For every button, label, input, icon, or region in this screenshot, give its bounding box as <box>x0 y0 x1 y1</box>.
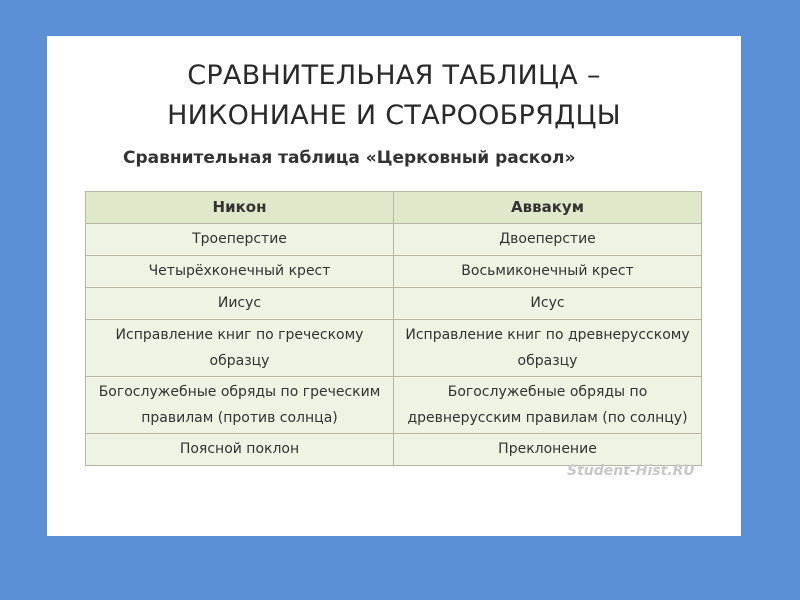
table-row <box>86 256 702 288</box>
title-line-2: НИКОНИАНЕ И СТАРООБРЯДЦЫ <box>167 100 621 131</box>
cell-nikon: Иисус <box>86 288 394 320</box>
cell-nikon: Богослужебные обряды по греческим правилам (против солнца) <box>86 377 394 434</box>
cell-nikon: Четырёхконечный крест <box>86 256 394 288</box>
cell-avvakum: Исправление книг по древнерусскому образцу <box>394 320 702 377</box>
cell-avvakum: Преклонение <box>394 434 702 466</box>
header-nikon: Никон <box>86 192 394 224</box>
cell-avvakum: Восьмиконечный крест <box>394 256 702 288</box>
cell-nikon: Исправление книг по греческому образцу <box>86 320 394 377</box>
table-row <box>86 377 702 434</box>
slide-card <box>47 36 741 536</box>
cell-avvakum: Исус <box>394 288 702 320</box>
title-line-1: СРАВНИТЕЛЬНАЯ ТАБЛИЦА – <box>187 60 601 91</box>
table-header-row <box>86 192 702 224</box>
comparison-table <box>85 191 702 466</box>
table-row <box>86 224 702 256</box>
cell-nikon: Троеперстие <box>86 224 394 256</box>
table-row <box>86 288 702 320</box>
table-row <box>86 320 702 377</box>
watermark-logo: Student-Hist.RU <box>567 463 695 479</box>
slide-title <box>47 56 741 136</box>
cell-avvakum: Двоеперстие <box>394 224 702 256</box>
cell-nikon: Поясной поклон <box>86 434 394 466</box>
table-subtitle: Сравнительная таблица «Церковный раскол» <box>123 148 576 168</box>
header-avvakum: Аввакум <box>394 192 702 224</box>
table-row <box>86 434 702 466</box>
cell-avvakum: Богослужебные обряды по древнерусским правилам (по солнцу) <box>394 377 702 434</box>
